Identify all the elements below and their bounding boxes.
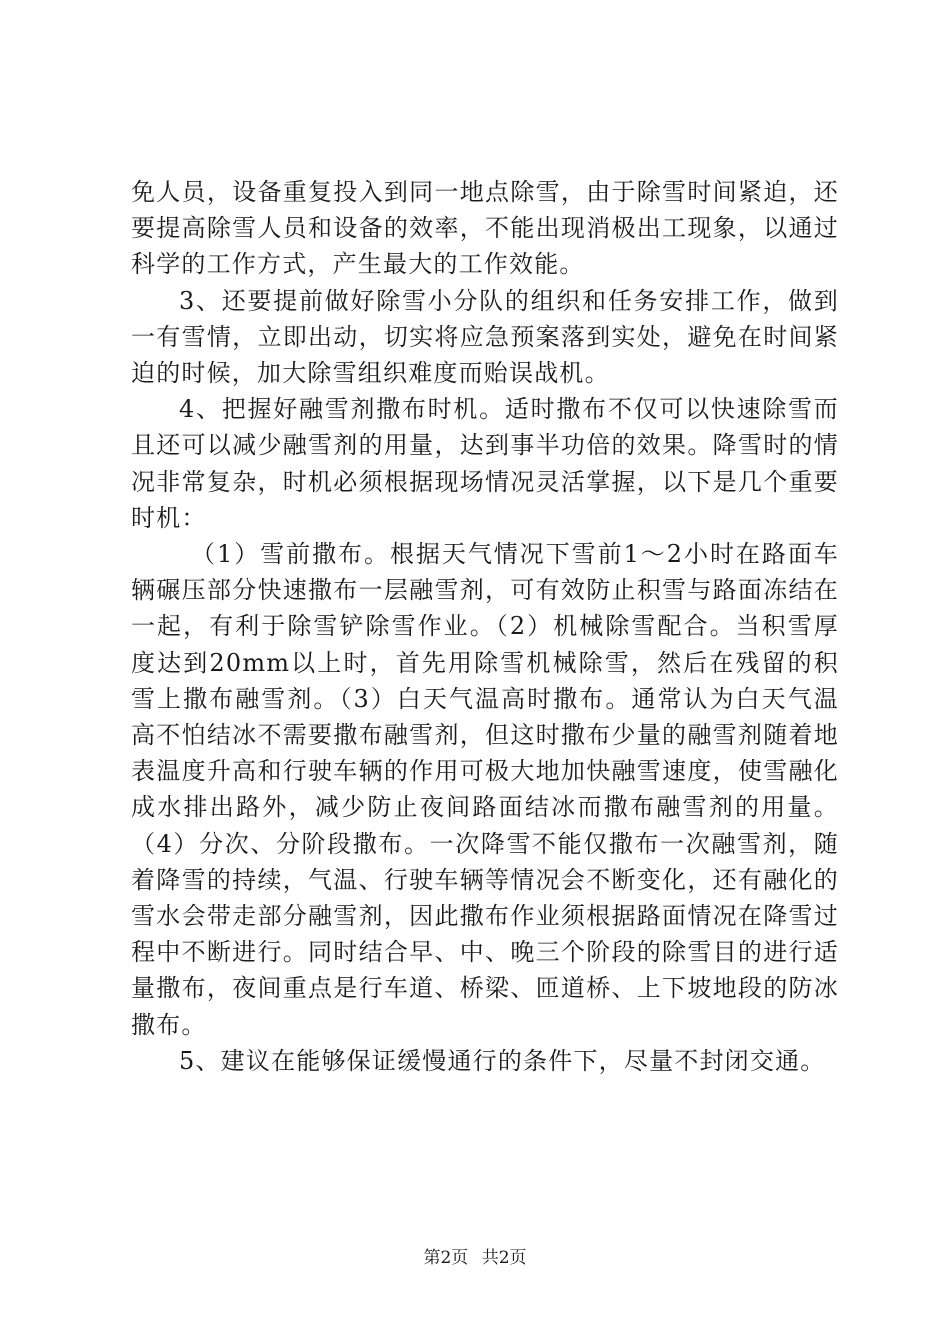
paragraph-item-5: 5、建议在能够保证缓慢通行的条件下，尽量不封闭交通。 <box>179 1046 826 1075</box>
paragraph-continuation: 免人员，设备重复投入到同一地点除雪，由于除雪时间紧迫，还要提高除雪人员和设备的效率，不能出现消极出工现象，以通过科学的工作方式，产生最大的工作效能。 <box>131 178 839 279</box>
paragraph-item-4: 4、把握好融雪剂撒布时机。适时撒布不仅可以快速除雪而且还可以减少融雪剂的用量，达到事半功倍的效果。降雪时的情况非常复杂，时机必须根据现场情况灵活掌握，以下是几个重要时机： <box>131 395 839 532</box>
paragraph-item-3: 3、还要提前做好除雪小分队的组织和任务安排工作，做到一有雪情，立即出动，切实将应急预案落到实处，避免在时间紧迫的时候，加大除雪组织难度而贻误战机。 <box>131 286 839 388</box>
page-total: 共2页 <box>481 1248 527 1268</box>
document-body <box>131 174 839 1079</box>
page-number: 第2页 <box>423 1248 469 1268</box>
paragraph-timing-details: （1）雪前撒布。根据天气情况下雪前1～2小时在路面车辆碾压部分快速撒布一层融雪剂，可有效防止积雪与路面冻结在一起，有利于除雪铲除雪作业。（2）机械除雪配合。当积雪厚度达到20mm以上时，首先用除雪机械除雪，然后在残留的积雪上撒布融雪剂。（3）白天气温高时撒布。通常认为白天气温高不怕结冰不需要撒布融雪剂，但这时撒布少量的融雪剂随着地表温度升高和行驶车辆的作用可极大地加快融雪速度，使雪融化成水排出路外，减少防止夜间路面结冰而撒布融雪剂的用量。（4）分次、分阶段撒布。一次降雪不能仅撒布一次融雪剂，随着降雪的持续，气温、行驶车辆等情况会不断变化，还有融化的雪水会带走部分融雪剂，因此撒布作业须根据路面情况在降雪过程中不断进行。同时结合早、中、晚三个阶段的除雪目的进行适量撒布，夜间重点是行车道、桥梁、匝道桥、上下坡地段的防冰撒布。 <box>131 540 839 1039</box>
page-footer <box>0 1243 950 1268</box>
